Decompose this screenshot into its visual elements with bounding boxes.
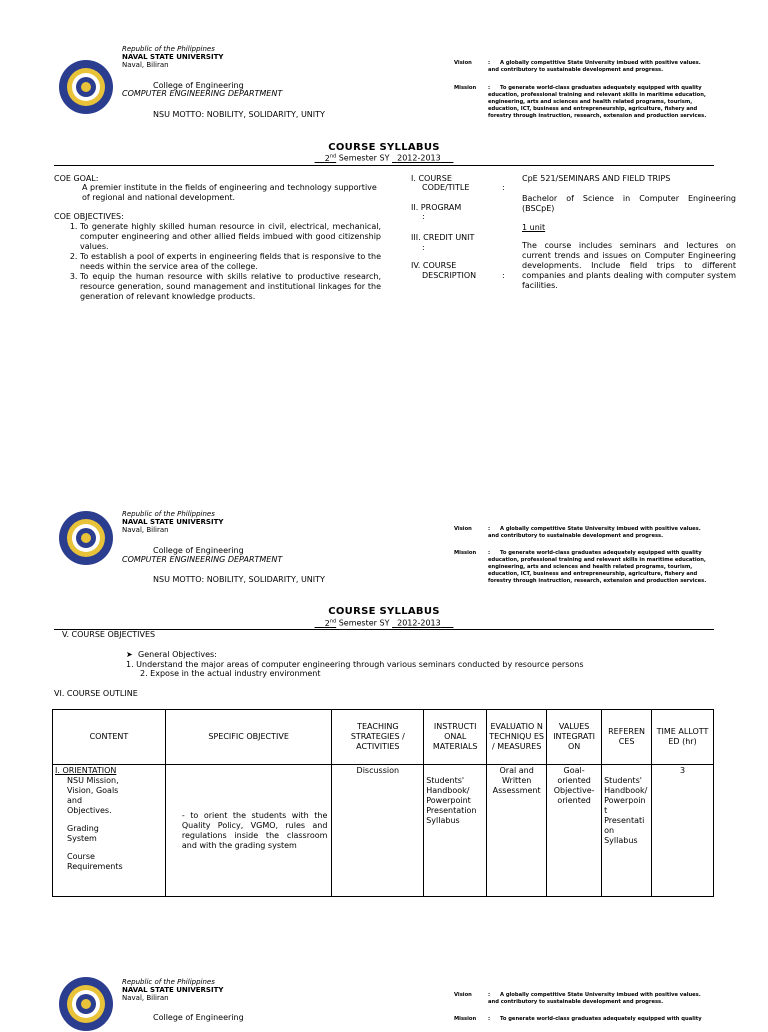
evaluation-text: Oral and Written Assessment <box>492 766 541 795</box>
general-objective-1: 1. Understand the major areas of computer engineering through various seminars conducted by resource persons <box>126 660 584 669</box>
semester-line: 2nd Semester SY 2012-2013 <box>324 153 441 163</box>
vision-sep: : <box>488 526 491 532</box>
references-text: Students' Handbook/ Powerpoin t Presentati on Syllabus <box>604 776 648 845</box>
header-content: CONTENT <box>53 710 166 765</box>
cell-references <box>602 765 652 897</box>
cell-evaluation <box>487 765 547 897</box>
general-objectives-label: General Objectives: <box>138 650 217 659</box>
vision-text-2: and contributory to sustainable development and progress. <box>488 67 664 73</box>
university-motto: NSU MOTTO: NOBILITY, SOLIDARITY, UNITY <box>153 575 325 584</box>
content-item-3: Course Requirements <box>67 852 123 871</box>
cell-values <box>547 765 602 897</box>
mission-label: Mission <box>454 85 477 91</box>
university-seal-icon <box>58 59 114 115</box>
syllabus-title: COURSE SYLLABUS <box>328 142 440 153</box>
cell-content <box>53 765 166 897</box>
mission-text-1: To generate world-class graduates adequately equipped with quality <box>500 85 702 91</box>
program-value: Bachelor of Science in Computer Engineering (BSCpE) <box>522 194 736 213</box>
vision-sep: : <box>488 60 491 66</box>
vision-label: Vision <box>454 992 472 998</box>
vision-text-1: A globally competitive State University imbued with positive values. <box>500 60 701 66</box>
cell-time <box>652 765 714 897</box>
vision-text-2: and contributory to sustainable development and progress. <box>488 999 664 1005</box>
mission-text-4: education, ICT, business and entrepreneurship, agriculture, fishery and <box>488 571 698 577</box>
course-description-colon: : <box>502 271 505 280</box>
header-references: REFEREN CES <box>602 710 652 765</box>
mission-text-1: To generate world-class graduates adequately equipped with quality <box>500 550 702 556</box>
university-name: NAVAL STATE UNIVERSITY <box>122 53 224 61</box>
mission-text-3: engineering, arts and sciences and health related programs, tourism, <box>488 564 693 570</box>
table-header-row <box>53 710 714 765</box>
objective-text: - to orient the students with the Quality Policy, VGMO, rules and regulations inside the classroom and with the grading system <box>181 810 328 850</box>
university-name: NAVAL STATE UNIVERSITY <box>122 518 224 526</box>
syllabus-title: COURSE SYLLABUS <box>328 606 440 617</box>
course-objectives-label: V. COURSE OBJECTIVES <box>62 630 156 639</box>
coe-objective-2: 2. To establish a pool of experts in engineering fields that is responsive to the needs within the service area of the college. <box>80 252 381 272</box>
course-outline-table <box>52 709 714 897</box>
mission-label: Mission <box>454 550 477 556</box>
vision-label: Vision <box>454 60 472 66</box>
values-text: Goal-oriented Objective-oriented <box>553 766 595 805</box>
program-colon: : <box>422 212 425 221</box>
mission-label: Mission <box>454 1016 477 1022</box>
vision-text-2: and contributory to sustainable development and progress. <box>488 533 664 539</box>
vision-text-1: A globally competitive State University imbued with positive values. <box>500 992 701 998</box>
mission-text-2: education, professional training and relevant skills in maritime education, <box>488 92 706 98</box>
program-label: II. PROGRAM <box>411 203 462 212</box>
content-item-1: NSU Mission, Vision, Goals and Objectives. <box>67 776 119 815</box>
university-motto: NSU MOTTO: NOBILITY, SOLIDARITY, UNITY <box>153 110 325 119</box>
college-name: College of Engineering <box>153 546 244 555</box>
course-code-colon: : <box>502 183 505 192</box>
table-row <box>53 765 714 897</box>
semester-line: 2nd Semester SY 2012-2013 <box>324 618 441 628</box>
course-outline-label: VI. COURSE OUTLINE <box>54 689 138 698</box>
credit-unit-colon: : <box>422 243 425 252</box>
course-description-value: The course includes seminars and lectures on current trends and issues on Computer Engineering developments. Include field trips to different companies and plants dealing with computer system facilities. <box>522 241 736 290</box>
vision-text-1: A globally competitive State University imbued with positive values. <box>500 526 701 532</box>
coe-objectives-label: COE OBJECTIVES: <box>54 212 124 221</box>
mission-text-5: forestry through instruction, research, extension and production services. <box>488 578 707 584</box>
strategy-text: Discussion <box>356 766 400 775</box>
content-title: I. ORIENTATION <box>55 766 117 775</box>
credit-unit-value: 1 unit <box>522 223 546 232</box>
republic-text: Republic of the Philippines <box>122 978 215 986</box>
mission-sep: : <box>488 550 491 556</box>
title-rule <box>54 165 714 166</box>
mission-text-3: engineering, arts and sciences and health related programs, tourism, <box>488 99 693 105</box>
department-name: COMPUTER ENGINEERING DEPARTMENT <box>122 555 283 564</box>
republic-text: Republic of the Philippines <box>122 45 215 53</box>
mission-text-5: forestry through instruction, research, extension and production services. <box>488 113 707 119</box>
header-evaluation-techniques: EVALUATIO N TECHNIQU ES / MEASURES <box>487 710 547 765</box>
course-code-label-1: I. COURSE <box>411 174 452 183</box>
university-location: Naval, Biliran <box>122 526 169 534</box>
header-teaching-strategies: TEACHING STRATEGIES / ACTIVITIES <box>332 710 424 765</box>
time-text: 3 <box>679 766 686 775</box>
general-objectives-arrow-icon: ➤ <box>126 650 133 659</box>
vision-label: Vision <box>454 526 472 532</box>
coe-objectives-list <box>66 222 381 302</box>
coe-goal-text: A premier institute in the fields of engineering and technology supportive of regional and national development. <box>82 183 377 202</box>
header-time-allotted: TIME ALLOTT ED (hr) <box>652 710 714 765</box>
university-location: Naval, Biliran <box>122 994 169 1002</box>
header-instructional-materials: INSTRUCTI ONAL MATERIALS <box>424 710 487 765</box>
coe-objective-3: 3. To equip the human resource with skills relative to productive research, resource generation, sound management and institutional linkages for the generation of relevant knowledge products. <box>80 272 381 302</box>
republic-text: Republic of the Philippines <box>122 510 215 518</box>
mission-sep: : <box>488 1016 491 1022</box>
content-item-2: Grading System <box>67 824 99 843</box>
university-location: Naval, Biliran <box>122 61 169 69</box>
header-values-integration: VALUES INTEGRATI ON <box>547 710 602 765</box>
credit-unit-label: III. CREDIT UNIT <box>411 233 475 242</box>
mission-sep: : <box>488 85 491 91</box>
cell-instructional-materials <box>424 765 487 897</box>
cell-specific-objective <box>165 765 332 897</box>
materials-text: Students' Handbook/ Powerpoint Presentation Syllabus <box>426 776 477 825</box>
mission-text-4: education, ICT, business and entrepreneurship, agriculture, fishery and <box>488 106 698 112</box>
course-description-label-1: IV. COURSE <box>411 261 457 270</box>
mission-text-1: To generate world-class graduates adequately equipped with quality <box>500 1016 702 1022</box>
header-specific-objective: SPECIFIC OBJECTIVE <box>165 710 332 765</box>
general-objective-2: 2. Expose in the actual industry environment <box>140 669 321 678</box>
course-code-value: CpE 521/SEMINARS AND FIELD TRIPS <box>522 174 671 183</box>
college-name: College of Engineering <box>153 81 244 90</box>
course-code-label-2: CODE/TITLE <box>422 183 470 192</box>
cell-teaching-strategy <box>332 765 424 897</box>
university-name: NAVAL STATE UNIVERSITY <box>122 986 224 994</box>
department-name: COMPUTER ENGINEERING DEPARTMENT <box>122 89 283 98</box>
course-description-label-2: DESCRIPTION <box>422 271 477 280</box>
university-seal-icon <box>58 510 114 566</box>
vision-sep: : <box>488 992 491 998</box>
coe-objective-1: 1. To generate highly skilled human resource in civil, electrical, mechanical, computer engineering and other allied fields imbued with good citizenship values. <box>80 222 381 252</box>
coe-goal-label: COE GOAL: <box>54 174 99 183</box>
mission-text-2: education, professional training and relevant skills in maritime education, <box>488 557 706 563</box>
college-name: College of Engineering <box>153 1013 244 1022</box>
